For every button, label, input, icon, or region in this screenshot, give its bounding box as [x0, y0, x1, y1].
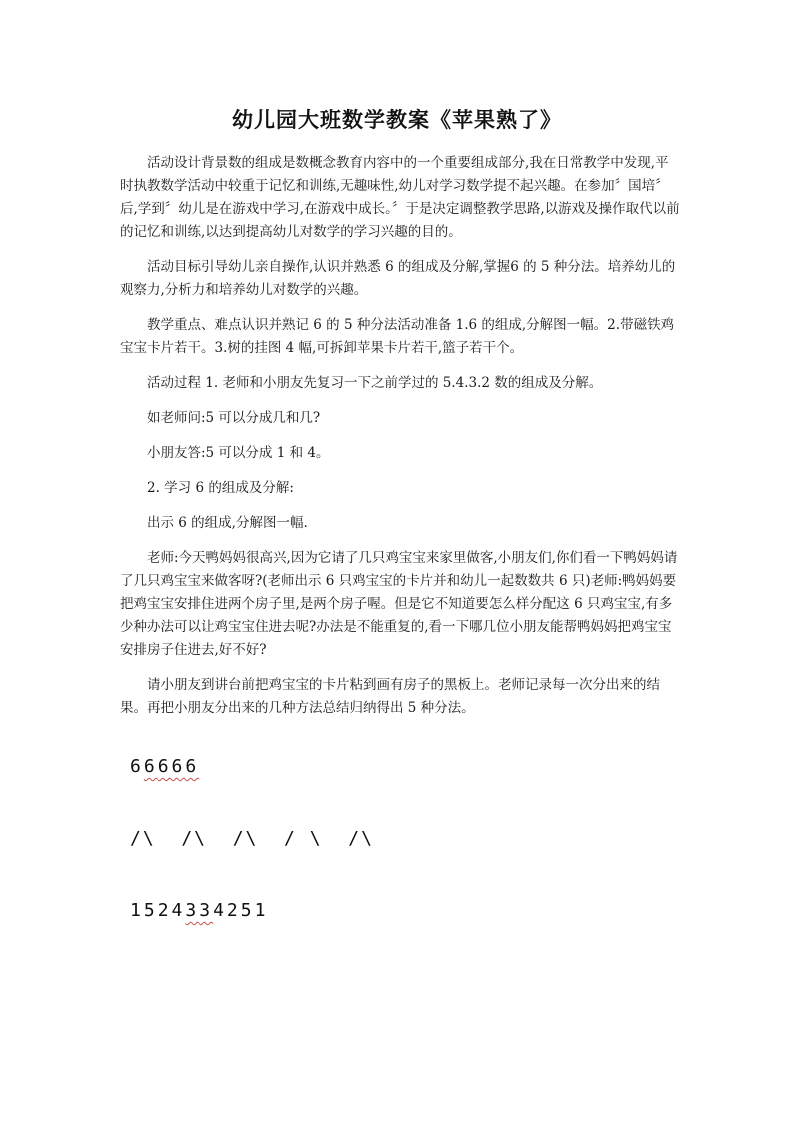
pair-digit: 5 — [240, 900, 255, 921]
paragraph-teacher-question: 如老师问:5 可以分成几和几? — [147, 410, 321, 426]
six-digit: 6 — [171, 756, 186, 777]
pair-digit: 1 — [254, 900, 269, 921]
paragraph-process-review: 活动过程 1. 老师和小朋友先复习一下之前学过的 5.4.3.2 数的组成及分解。 — [147, 375, 603, 391]
paragraph-activity-summary: 请小朋友到讲台前把鸡宝宝的卡片粘到画有房子的黑板上。老师记录每一次分出来的结果。再把小朋友分出来的几种方法总结归纳得出 5 种分法。 — [120, 677, 660, 716]
number-six-row — [130, 756, 199, 777]
pair-digit: 2 — [226, 900, 241, 921]
paragraph-learn-six: 2. 学习 6 的组成及分解: — [147, 480, 294, 496]
paragraph-objectives: 活动目标引导幼儿亲自操作,认识并熟悉 6 的组成及分解,掌握6 的 5 种分法。培养幼儿的观察力,分析力和培养幼儿对数学的兴趣。 — [120, 259, 676, 298]
pair-digit: 5 — [143, 900, 158, 921]
six-digit: 6 — [185, 756, 200, 777]
pair-digit: 3 — [185, 900, 200, 921]
document-title: 幼儿园大班数学教案《苹果熟了》 — [232, 107, 562, 132]
pair-digit: 4 — [213, 900, 227, 921]
split-lines-row: /\ /\ /\ / \ /\ — [130, 828, 374, 849]
paragraph-child-answer: 小朋友答:5 可以分成 1 和 4。 — [147, 445, 330, 461]
paragraph-background: 活动设计背景数的组成是数概念教育内容中的一个重要组成部分,我在日常教学中发现,平时执教数学活动中较重于记忆和训练,无趣味性,幼儿对学习数学提不起兴趣。在参加〞国培〞后,学到〞幼儿是在游戏中学习,在游戏中成长。〞于是决定调整教学思路,以游戏及操作取代以前的记忆和训练,以达到提高幼儿对数学的学习兴趣的目的。 — [120, 155, 680, 240]
pair-digit: 1 — [130, 900, 144, 921]
decomposition-row — [130, 900, 268, 921]
six-digit: 6 — [130, 756, 144, 777]
paragraph-show-diagram: 出示 6 的组成,分解图一幅. — [147, 515, 308, 531]
paragraph-key-points: 教学重点、难点认识并熟记 6 的 5 种分法活动准备 1.6 的组成,分解图一幅。2.带磁铁鸡宝宝卡片若干。3.树的挂图 4 幅,可拆卸苹果卡片若干,篮子若干个。 — [120, 317, 675, 356]
six-digit: 6 — [143, 756, 158, 777]
pair-digit: 2 — [157, 900, 172, 921]
paragraph-teacher-story: 老师:今天鸭妈妈很高兴,因为它请了几只鸡宝宝来家里做客,小朋友们,你们看一下鸭妈妈请了几只鸡宝宝来做客呀?(老师出示 6 只鸡宝宝的卡片并和幼儿一起数数共 6 只)老师:鸭妈妈要把鸡宝宝安排住进两个房子里,是两个房子喔。但是它不知道要怎么样分配这 6 只鸡宝宝,有多少种办法可以让鸡宝宝住进去呢?办法是不能重复的,看一下哪几位小朋友能帮鸭妈妈把鸡宝宝安排房子住进去,好不好? — [120, 550, 678, 658]
six-digit: 6 — [157, 756, 172, 777]
document-body — [120, 152, 680, 732]
pair-digit: 4 — [171, 900, 186, 921]
pair-digit: 3 — [199, 900, 214, 921]
